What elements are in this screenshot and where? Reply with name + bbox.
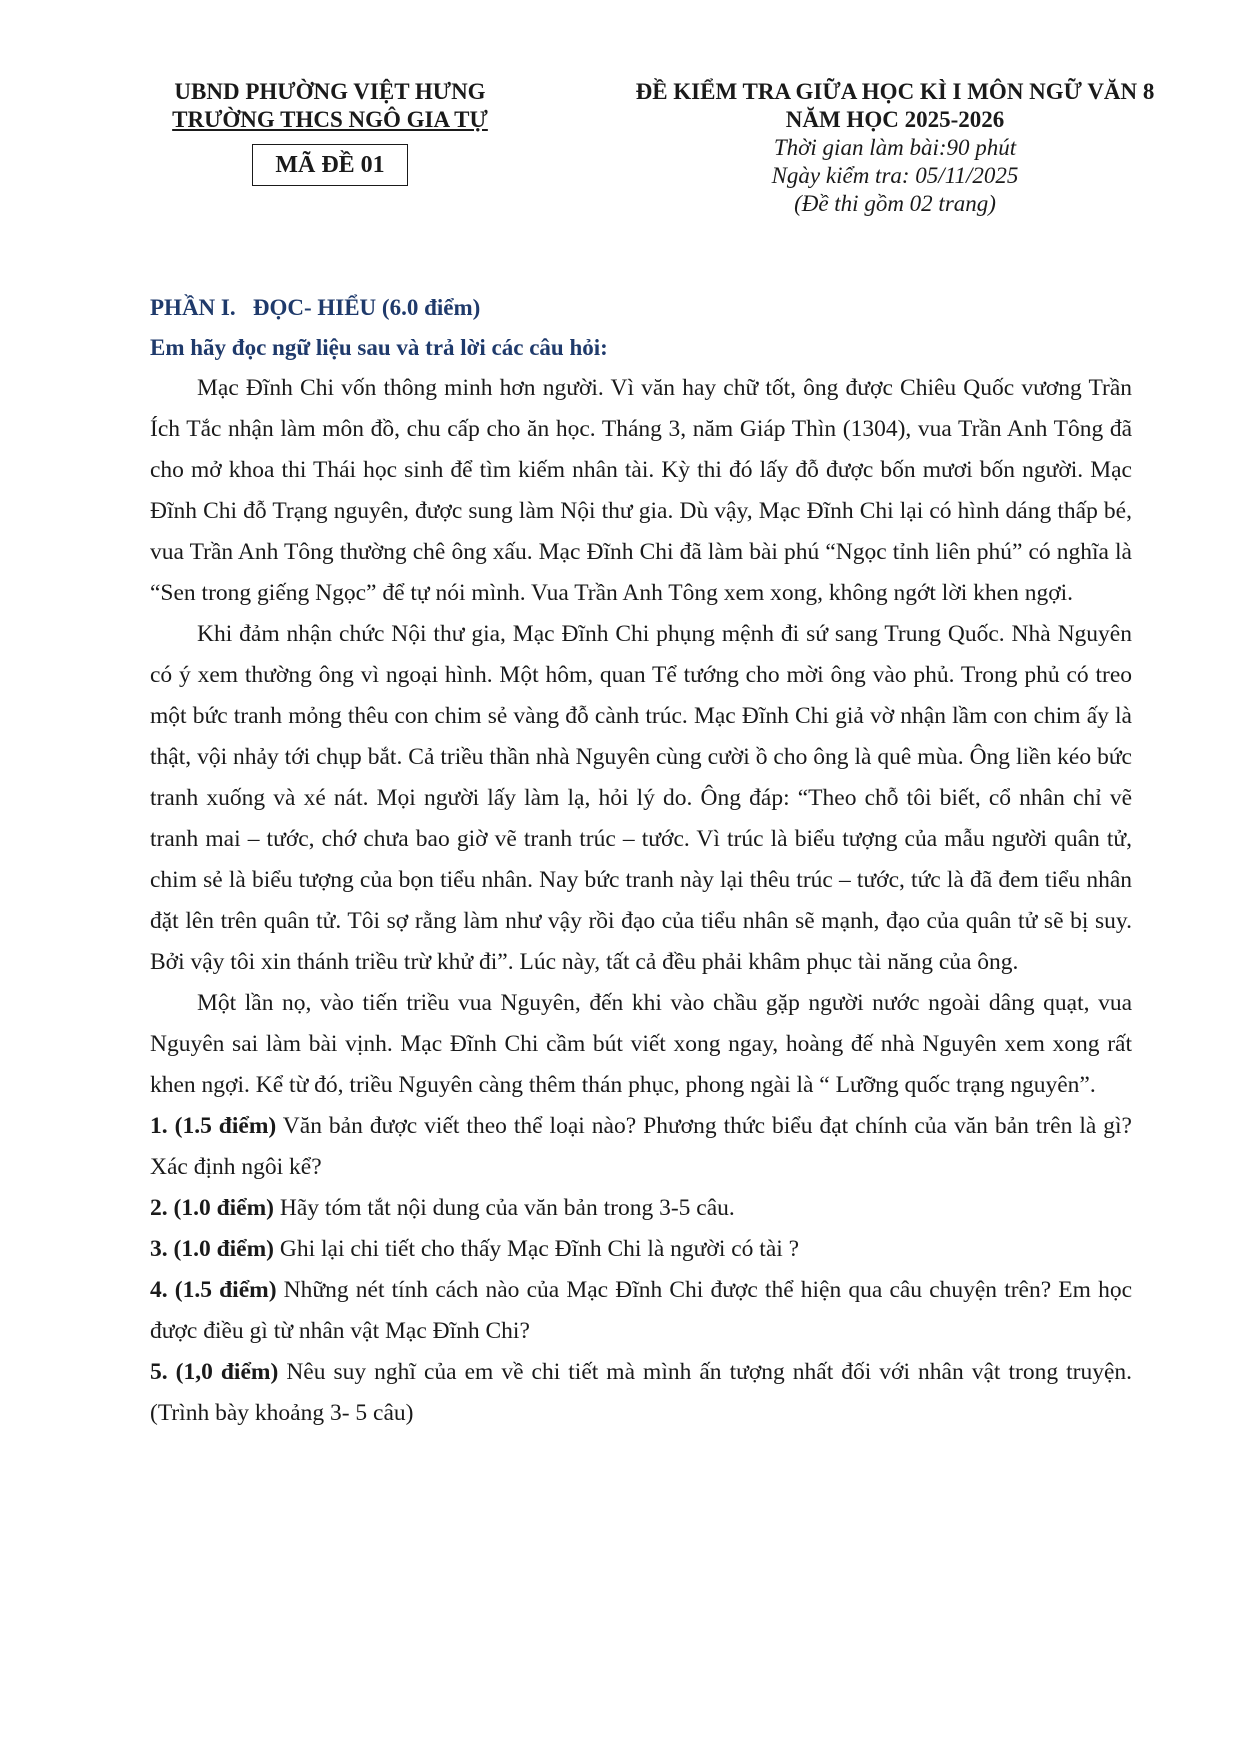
question-4 (150, 1270, 1132, 1352)
exam-title-block (590, 78, 1200, 218)
question-text: Văn bản được viết theo thể loại nào? Phương thức biểu đạt chính của văn bản trên là gì? Xác định ngôi kể? (150, 1113, 1132, 1180)
question-label: 4. (1.5 điểm) (150, 1277, 277, 1303)
question-label: 5. (1,0 điểm) (150, 1359, 279, 1385)
question-5 (150, 1352, 1132, 1434)
school-name: TRƯỜNG THCS NGÔ GIA TỰ (172, 107, 488, 132)
section-title: PHẦN I. ĐỌC- HIỂU (6.0 điểm) (150, 295, 481, 320)
exam-content (150, 288, 1132, 1434)
exam-duration: Thời gian làm bài:90 phút (773, 135, 1017, 160)
passage-paragraph: Khi đảm nhận chức Nội thư gia, Mạc Đĩnh Chi phụng mệnh đi sứ sang Trung Quốc. Nhà Nguyên có ý xem thường ông vì ngoại hình. Một hôm, quan Tể tướng cho mời ông vào phủ. Trong phủ có treo một bức tranh mỏng thêu con chim sẻ vàng đỗ cành trúc. Mạc Đĩnh Chi giả vờ nhận lầm con chim ấy là thật, vội nhảy tới chụp bắt. Cả triều thần nhà Nguyên cùng cười ồ cho ông là quê mùa. Ông liền kéo bức tranh xuống và xé nát. Mọi người lấy làm lạ, hỏi lý do. Ông đáp: “Theo chỗ tôi biết, cổ nhân chỉ vẽ tranh mai – tước, chớ chưa bao giờ vẽ tranh trúc – tước. Vì trúc là biểu tượng của mẫu người quân tử, chim sẻ là biểu tượng của bọn tiểu nhân. Nay bức tranh này lại thêu trúc – tước, tức là đã đem tiểu nhân đặt lên trên quân tử. Tôi sợ rằng làm như vậy rồi đạo của tiểu nhân sẽ mạnh, đạo của quân tử sẽ bị suy. Bởi vậy tôi xin thánh triều trừ khử đi”. Lúc này, tất cả đều phải khâm phục tài năng của ông. (150, 621, 1132, 975)
page-count-note: (Đề thi gồm 02 trang) (794, 191, 996, 216)
section-instruction: Em hãy đọc ngữ liệu sau và trả lời các câu hỏi: (150, 335, 608, 360)
question-text: Ghi lại chi tiết cho thấy Mạc Đĩnh Chi là người có tài ? (274, 1236, 800, 1262)
question-2 (150, 1188, 1132, 1229)
question-label: 1. (1.5 điểm) (150, 1113, 277, 1139)
question-label: 2. (1.0 điểm) (150, 1195, 275, 1221)
exam-date: Ngày kiểm tra: 05/11/2025 (771, 163, 1019, 188)
question-text: Những nét tính cách nào của Mạc Đĩnh Chi được thể hiện qua câu chuyện trên? Em học được điều gì từ nhân vật Mạc Đĩnh Chi? (150, 1277, 1132, 1344)
school-year: NĂM HỌC 2025-2026 (785, 107, 1005, 132)
org-name: UBND PHƯỜNG VIỆT HƯNG (174, 79, 486, 104)
school-header (150, 78, 510, 186)
exam-title: ĐỀ KIỂM TRA GIỮA HỌC KÌ I MÔN NGỮ VĂN 8 (635, 79, 1155, 104)
question-text: Hãy tóm tắt nội dung của văn bản trong 3-5 câu. (274, 1195, 735, 1221)
passage-paragraph: Một lần nọ, vào tiến triều vua Nguyên, đến khi vào chầu gặp người nước ngoài dâng quạt, vua Nguyên sai làm bài vịnh. Mạc Đĩnh Chi cầm bút viết xong ngay, hoàng đế nhà Nguyên xem xong rất khen ngợi. Kể từ đó, triều Nguyên càng thêm thán phục, phong ngài là “ Lưỡng quốc trạng nguyên”. (150, 990, 1132, 1098)
exam-code-box: MÃ ĐỀ 01 (252, 144, 407, 186)
question-label: 3. (1.0 điểm) (150, 1236, 275, 1262)
question-text: Nêu suy nghĩ của em về chi tiết mà mình ấn tượng nhất đối với nhân vật trong truyện.(Trình bày khoảng 3- 5 câu) (150, 1359, 1133, 1426)
question-1 (150, 1106, 1132, 1188)
question-3 (150, 1229, 1132, 1270)
passage-paragraph: Mạc Đĩnh Chi vốn thông minh hơn người. Vì văn hay chữ tốt, ông được Chiêu Quốc vương Trần Ích Tắc nhận làm môn đồ, chu cấp cho ăn học. Tháng 3, năm Giáp Thìn (1304), vua Trần Anh Tông đã cho mở khoa thi Thái học sinh để tìm kiếm nhân tài. Kỳ thi đó lấy đỗ được bốn mươi bốn người. Mạc Đĩnh Chi đỗ Trạng nguyên, được sung làm Nội thư gia. Dù vậy, Mạc Đĩnh Chi lại có hình dáng thấp bé, vua Trần Anh Tông thường chê ông xấu. Mạc Đĩnh Chi đã làm bài phú “Ngọc tỉnh liên phú” có nghĩa là “Sen trong giếng Ngọc” để tự nói mình. Vua Trần Anh Tông xem xong, không ngớt lời khen ngợi. (150, 375, 1132, 606)
